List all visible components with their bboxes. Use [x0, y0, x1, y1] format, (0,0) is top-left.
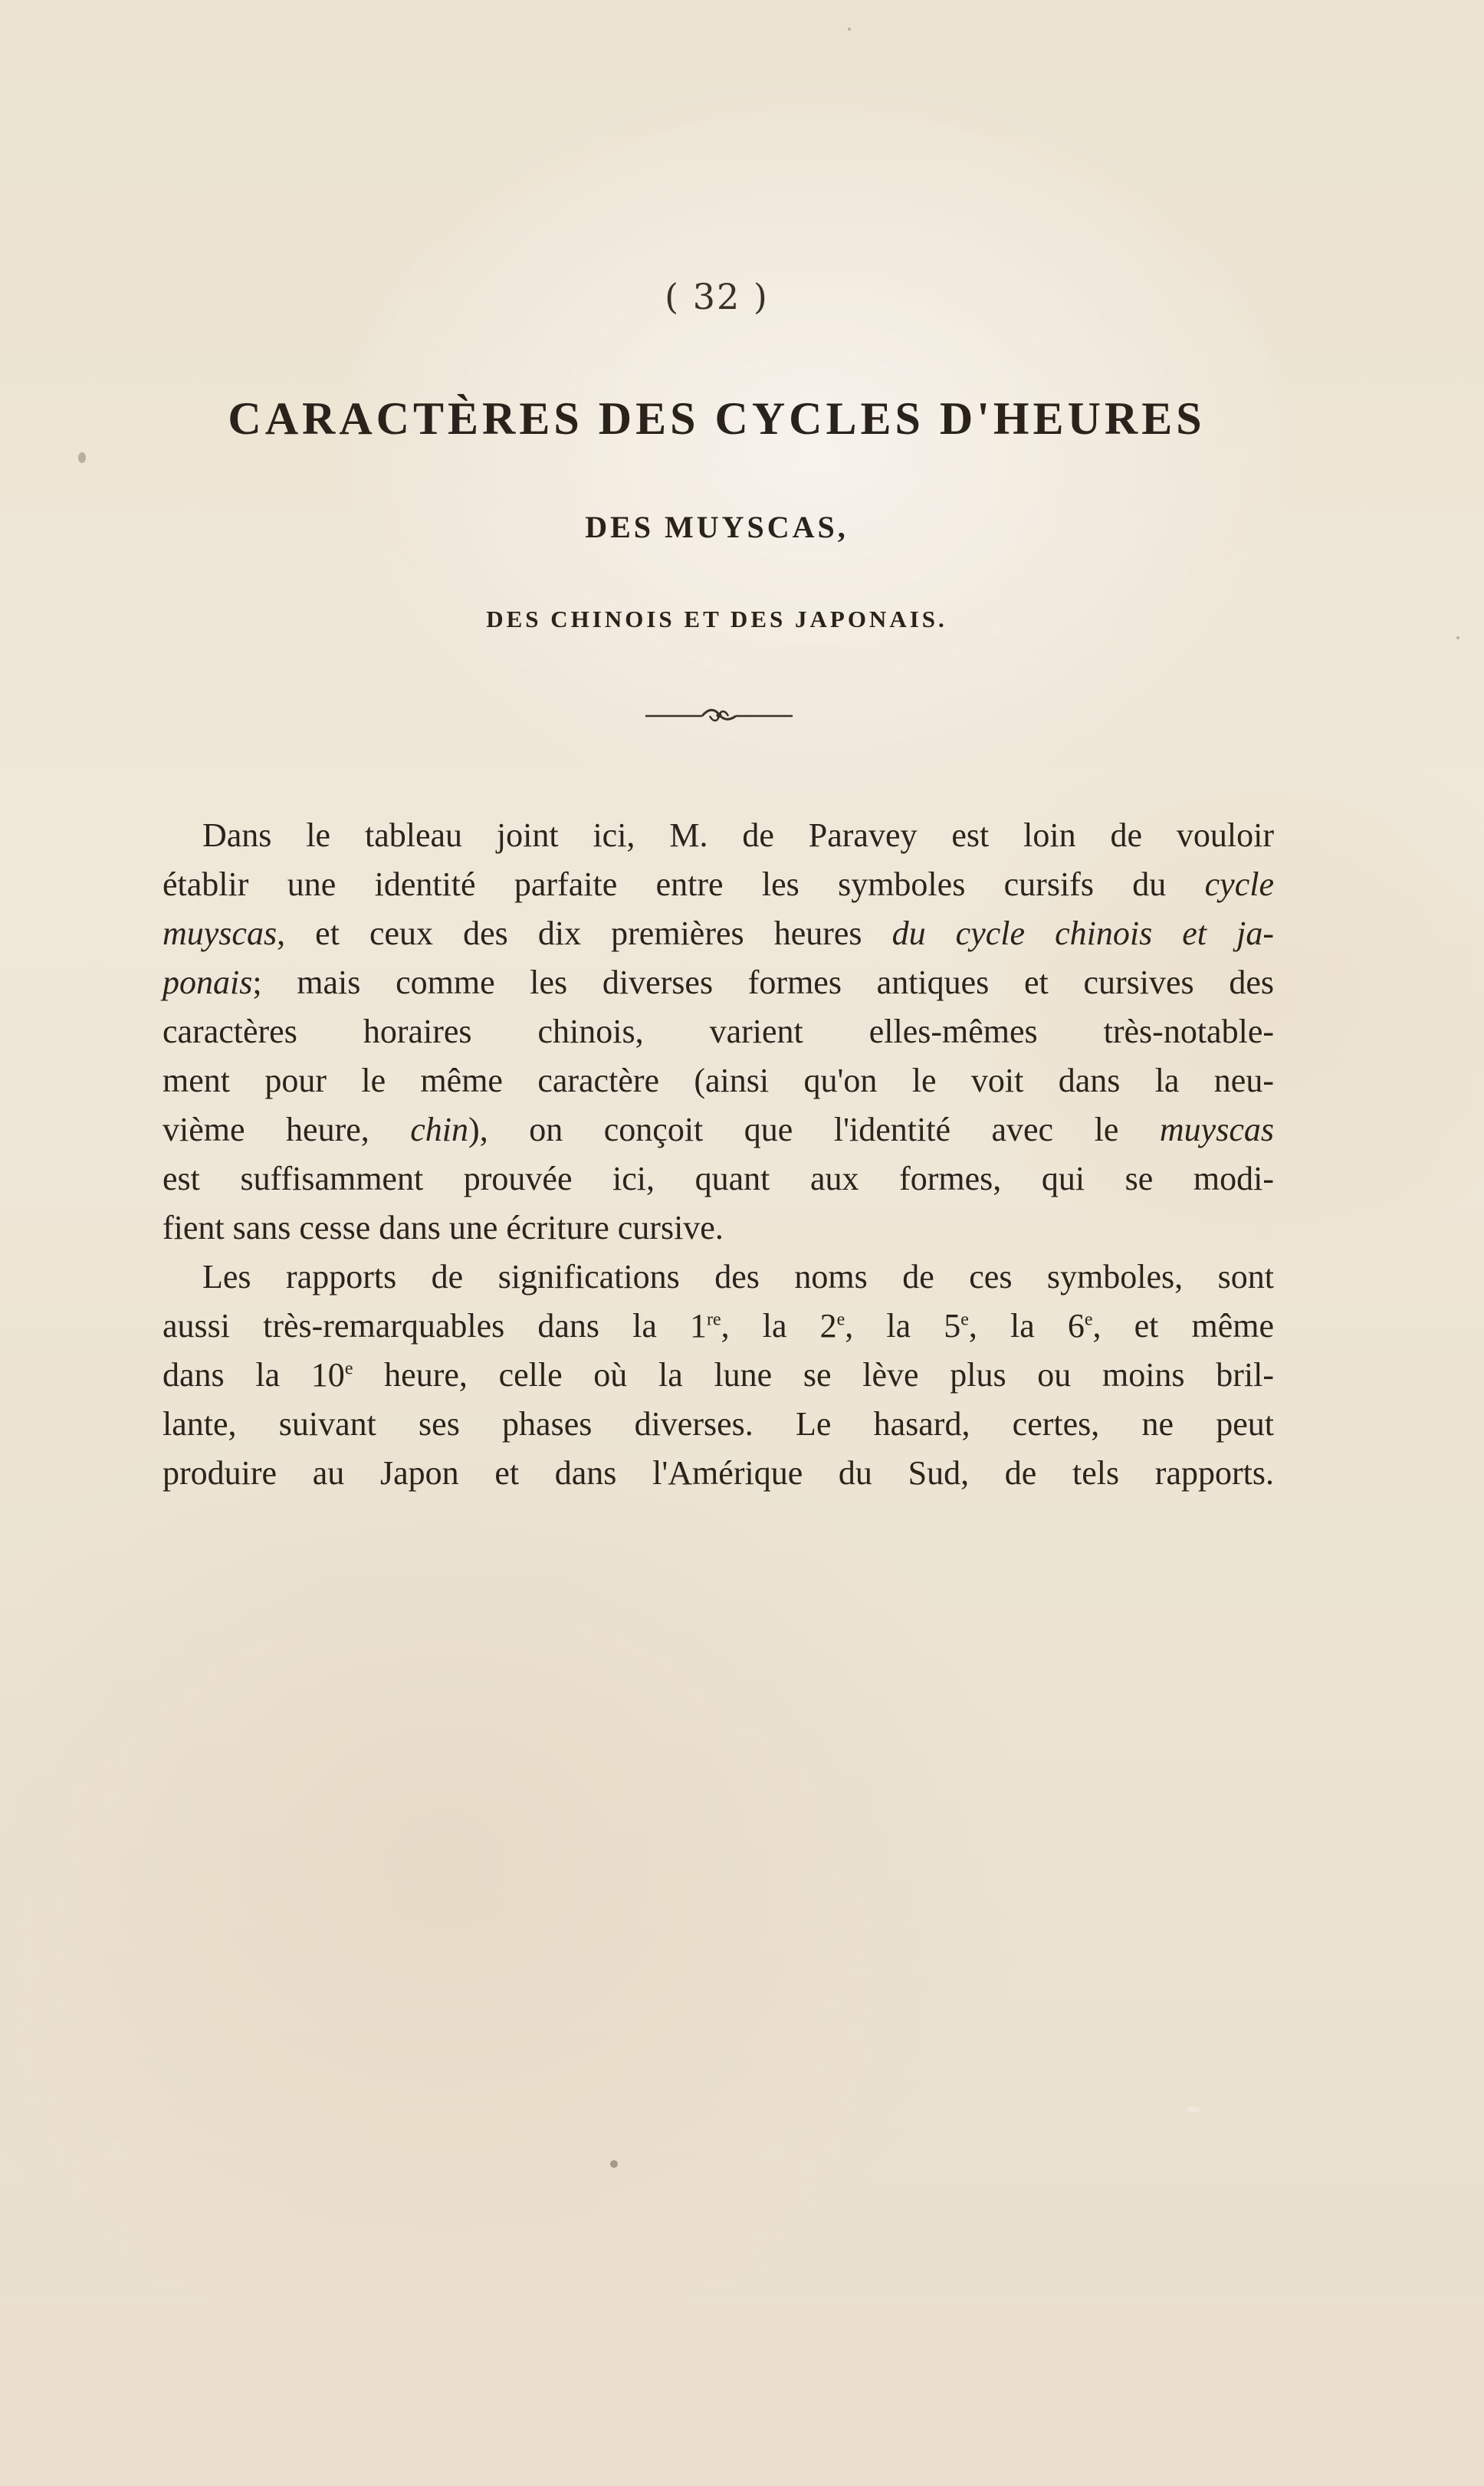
- text-line: Les rapports de significations des noms de ces symboles, sont: [202, 1258, 1274, 1296]
- subtitle-chinois-japonais: DES CHINOIS ET DES JAPONAIS.: [486, 606, 947, 632]
- text-line: ment pour le même caractère (ainsi qu'on le voit dans la neu-: [163, 1062, 1274, 1099]
- text-line: produire au Japon et dans l'Amérique du Sud, de tels rapports.: [163, 1454, 1274, 1492]
- paper-speck: [78, 452, 86, 463]
- text-line: lante, suivant ses phases diverses. Le hasard, certes, ne peut: [163, 1405, 1274, 1443]
- text-line: fient sans cesse dans une écriture cursive.: [163, 1209, 724, 1246]
- text-line: établir une identité parfaite entre les symboles cursifs du cycle: [163, 865, 1274, 903]
- paper-speck: [848, 28, 851, 31]
- text-line: est suffisamment prouvée ici, quant aux formes, qui se modi-: [163, 1160, 1274, 1197]
- page-number: ( 32 ): [665, 276, 769, 317]
- text-line: muyscas, et ceux des dix premières heures du cycle chinois et ja-: [163, 915, 1274, 952]
- page-title: CARACTÈRES DES CYCLES D'HEURES: [228, 393, 1206, 444]
- paper-speck: [1456, 636, 1459, 639]
- text-line: caractères horaires chinois, varient elles-mêmes très-notable-: [163, 1013, 1274, 1050]
- ornament-divider-icon: [642, 704, 796, 727]
- text-line: aussi très-remarquables dans la 1re, la 2e, la 5e, la 6e, et même: [163, 1307, 1274, 1345]
- text-line: vième heure, chin), on conçoit que l'identité avec le muyscas: [163, 1111, 1274, 1148]
- paper-speck: [1187, 2107, 1200, 2113]
- text-line: Dans le tableau joint ici, M. de Paravey est loin de vouloir: [202, 816, 1274, 854]
- text-line: dans la 10e heure, celle où la lune se lève plus ou moins bril-: [163, 1356, 1275, 1394]
- paper-speck: [610, 2160, 618, 2168]
- subtitle-muyscas: DES MUYSCAS,: [585, 510, 849, 544]
- body-text: [163, 811, 1274, 1498]
- text-line: ponais; mais comme les diverses formes antiques et cursives des: [163, 964, 1274, 1001]
